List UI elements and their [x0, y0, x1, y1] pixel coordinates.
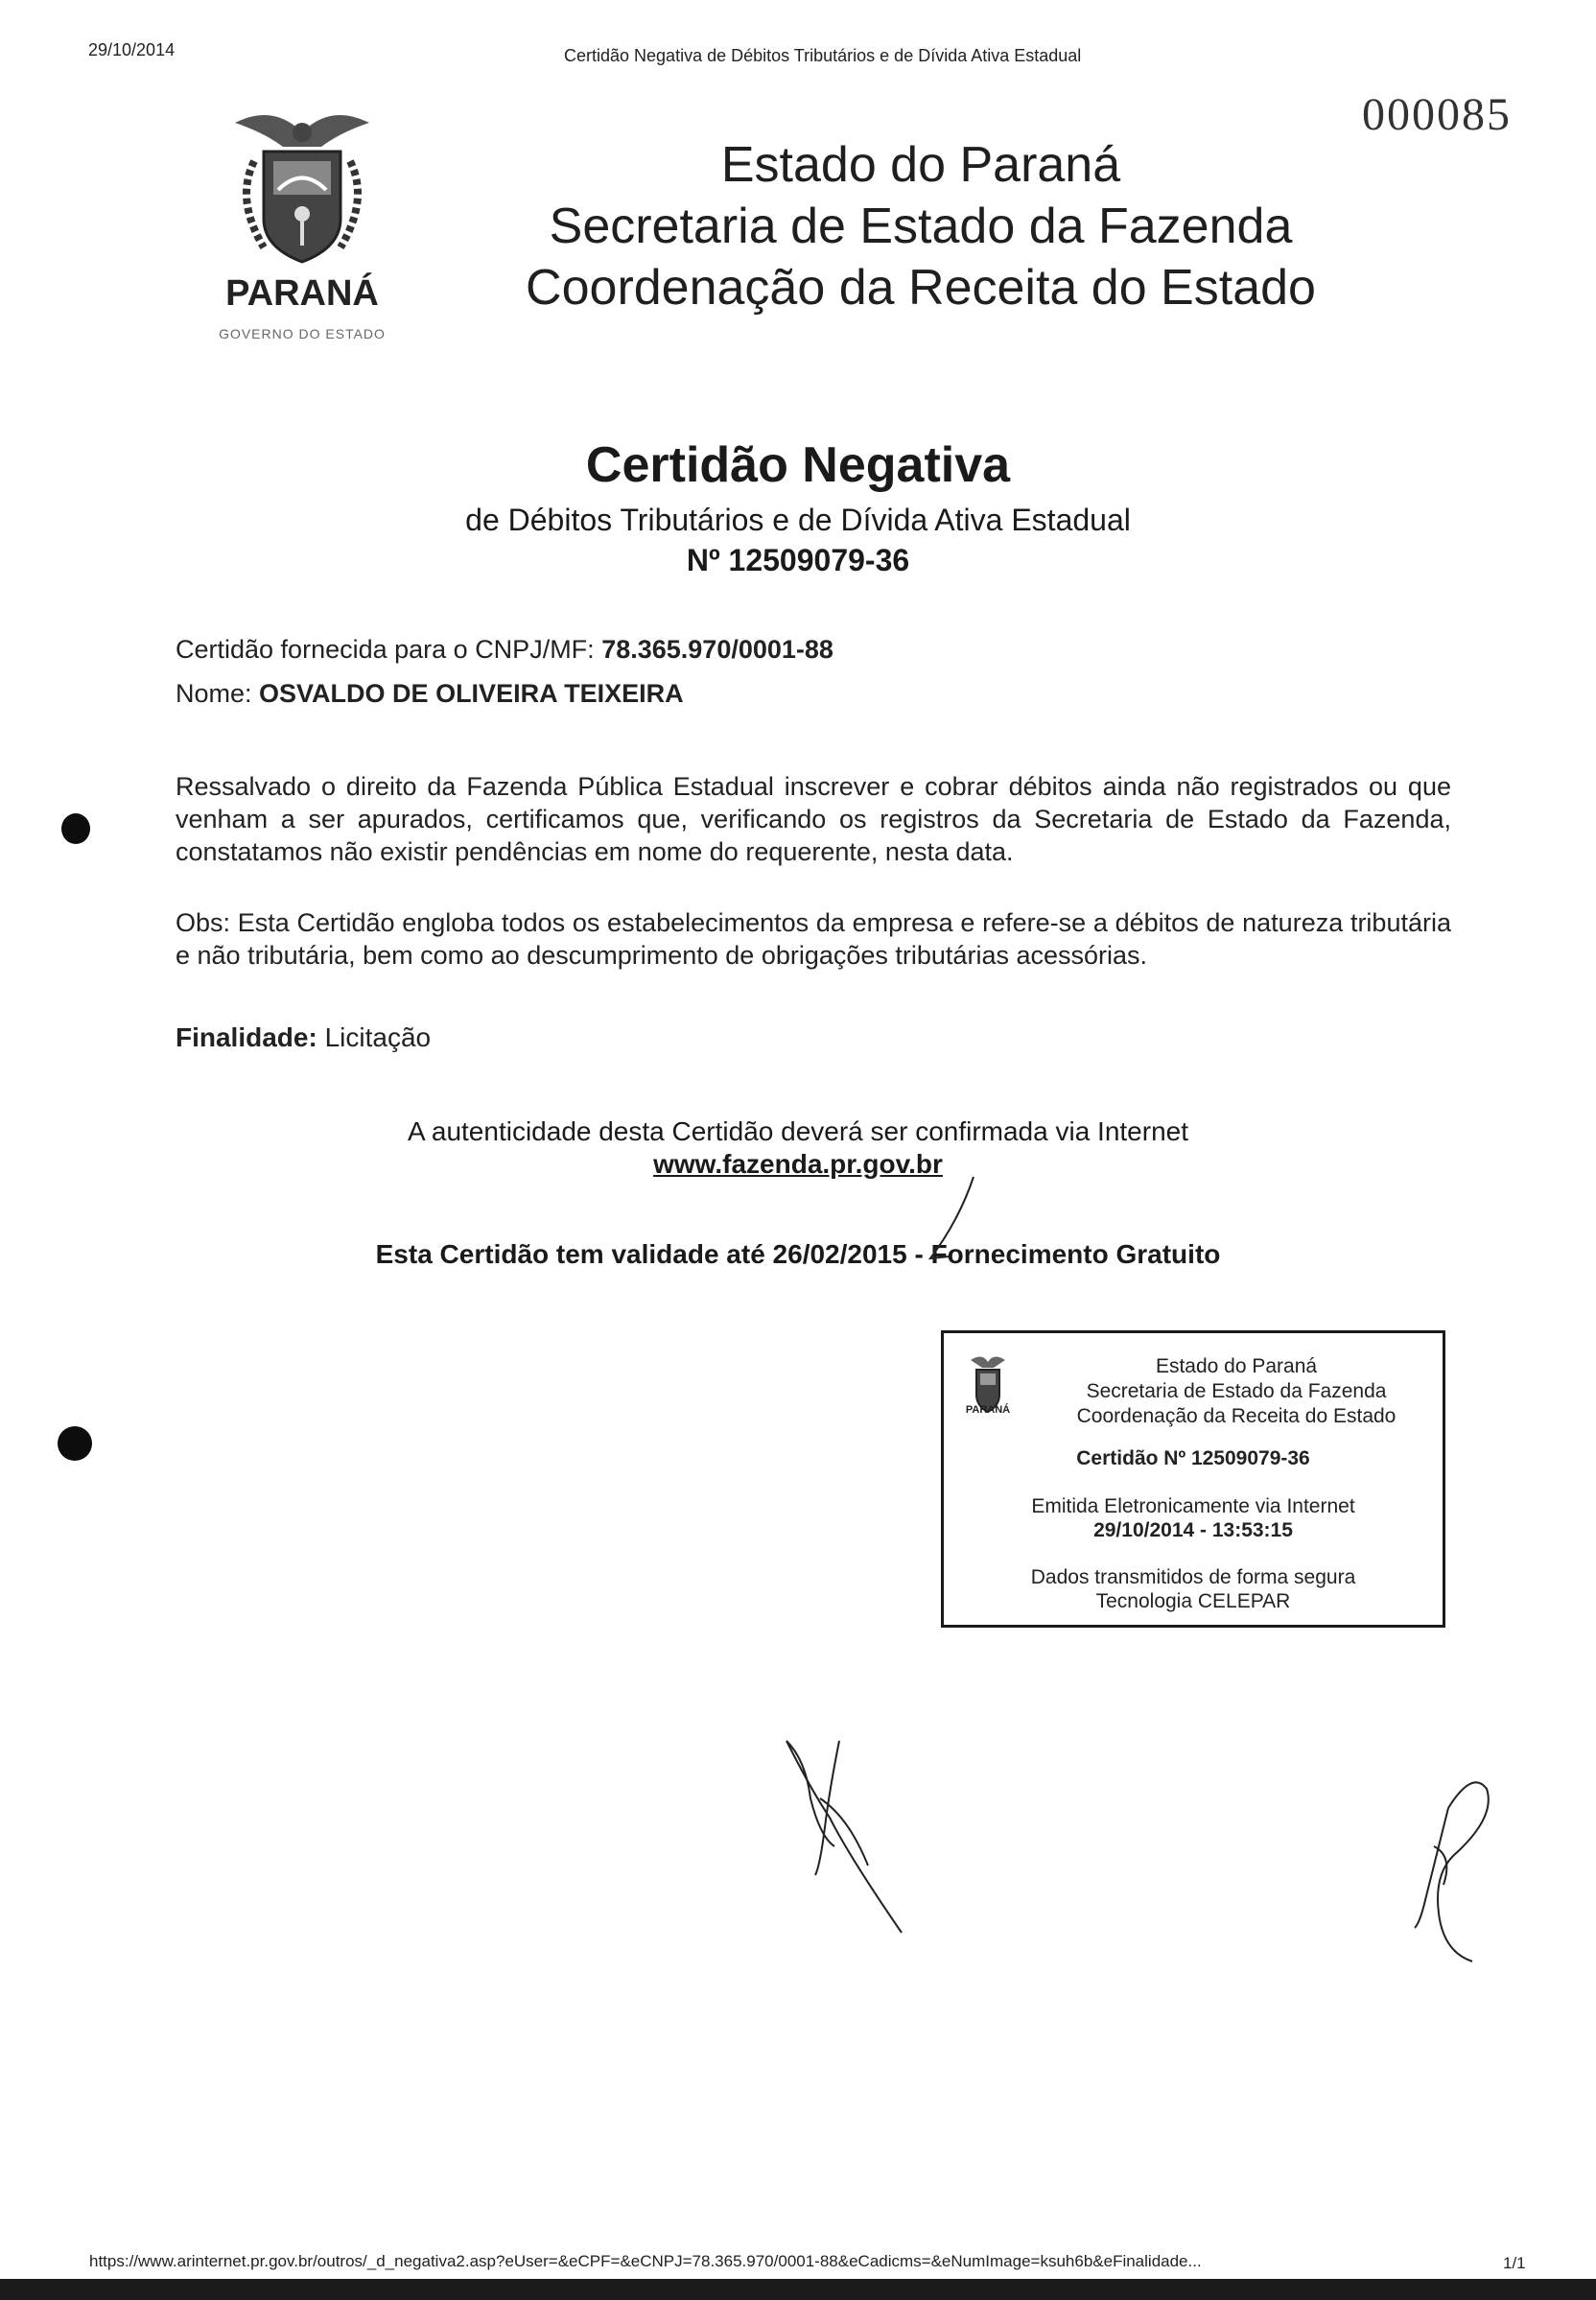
- parana-coat-of-arms-icon: [197, 104, 408, 353]
- validity-text: Esta Certidão tem validade até 26/02/2015 - Fornecimento Gratuito: [375, 1239, 1221, 1269]
- handwritten-signature: [1396, 1770, 1511, 1971]
- certificate-number: Nº 12509079-36: [686, 543, 910, 577]
- print-page-title: Certidão Negativa de Débitos Tributários e de Dívida Ativa Estadual: [564, 46, 1082, 65]
- purpose-value: Licitação: [324, 1022, 432, 1052]
- authenticity-link[interactable]: www.fazenda.pr.gov.br: [653, 1149, 943, 1179]
- punch-hole: [61, 813, 90, 844]
- handwritten-initial-signature: [782, 1731, 916, 1942]
- seal-technology: Tecnologia CELEPAR: [1095, 1590, 1291, 1612]
- state-heading: Estado do Paraná: [720, 137, 1121, 193]
- cnpj-line: [176, 635, 833, 665]
- certification-paragraph: Ressalvado o direito da Fazenda Pública Estadual inscrever e cobrar débitos ainda não registrados ou que venham a ser apurados, certificamos que, verificando os registros da Secretaria de Estado da Fazenda, constatamos não existir pendências em nome do requerente, nesta data.: [176, 772, 1451, 866]
- certificate-title: Certidão Negativa: [585, 437, 1011, 493]
- name-label: Nome:: [176, 679, 252, 708]
- name-line: [176, 679, 684, 709]
- purpose-label: Finalidade:: [176, 1022, 317, 1052]
- logo-state-name: PARANÁ: [225, 273, 379, 314]
- coordination-heading: Coordenação da Receita do Estado: [526, 260, 1316, 316]
- seal-secretariat: Secretaria de Estado da Fazenda: [1086, 1380, 1387, 1402]
- print-date: 29/10/2014: [88, 40, 176, 59]
- handwritten-tick-mark: [921, 1172, 978, 1268]
- seal-transmission-note: Dados transmitidos de forma segura: [1030, 1566, 1356, 1588]
- stamp-number: 000085: [1362, 89, 1512, 140]
- seal-emitted-datetime: 29/10/2014 - 13:53:15: [1093, 1519, 1293, 1541]
- purpose-line: [176, 1022, 431, 1053]
- seal-coordination: Coordenação da Receita do Estado: [1076, 1405, 1396, 1427]
- name-value: OSVALDO DE OLIVEIRA TEIXEIRA: [259, 679, 684, 708]
- seal-state: Estado do Paraná: [1155, 1355, 1318, 1377]
- cnpj-value: 78.365.970/0001-88: [601, 635, 833, 664]
- mini-logo-text: PARANÁ: [965, 1404, 1011, 1416]
- certificate-subtitle: de Débitos Tributários e de Dívida Ativa Estadual: [465, 503, 1131, 537]
- authenticity-text: A autenticidade desta Certidão deverá ser confirmada via Internet: [407, 1116, 1189, 1146]
- seal-cert-number: Certidão Nº 12509079-36: [1076, 1447, 1310, 1469]
- logo-subtitle: GOVERNO DO ESTADO: [219, 326, 386, 341]
- footer-page-number: 1/1: [1503, 2254, 1526, 2272]
- electronic-seal-box: [941, 1330, 1445, 1628]
- cnpj-label: Certidão fornecida para o CNPJ/MF:: [176, 635, 595, 664]
- observation-paragraph: Obs: Esta Certidão engloba todos os estabelecimentos da empresa e refere-se a débitos de natureza tributária e não tributária, bem como ao descumprimento de obrigações tributárias acessórias.: [176, 908, 1451, 970]
- scan-bottom-border: [0, 2279, 1596, 2300]
- seal-emitted-label: Emitida Eletronicamente via Internet: [1031, 1495, 1355, 1517]
- secretariat-heading: Secretaria de Estado da Fazenda: [549, 199, 1293, 254]
- footer-url: https://www.arinternet.pr.gov.br/outros/_d_negativa2.asp?eUser=&eCPF=&eCNPJ=78.365.970/0001-88&eCadicms=&eNumImage=ksuh6b&eFinalidade...: [89, 2252, 1202, 2270]
- punch-hole: [58, 1426, 92, 1461]
